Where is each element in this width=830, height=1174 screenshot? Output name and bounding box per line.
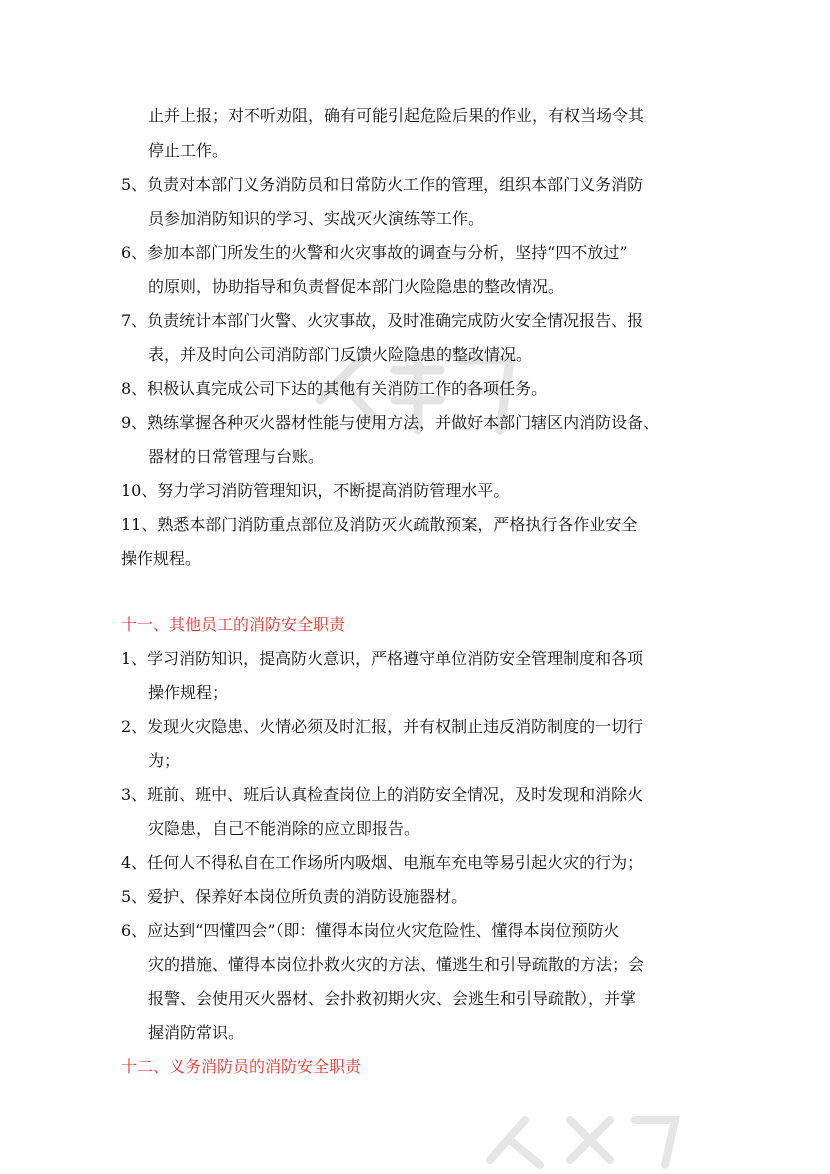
text-line: 为；	[148, 751, 181, 770]
text-line: 操作规程。	[121, 549, 202, 568]
text-line: 灾的措施、懂得本岗位扑救火灾的方法、懂逃生和引导疏散的方法；会	[148, 955, 645, 974]
text-line: 止并上报；对不听劝阻，确有可能引起危险后果的作业，有权当场令其	[148, 106, 645, 125]
text-line: 器材的日常管理与台账。	[148, 447, 325, 466]
list-item-4: 4、任何人不得私自在工作场所内吸烟、电瓶车充电等易引起火灾的行为；	[121, 853, 644, 872]
text-line: 灾隐患，自己不能消除的应立即报告。	[148, 819, 421, 838]
list-item-5: 5、负责对本部门义务消防员和日常防火工作的管理，组织本部门义务消防	[121, 175, 644, 194]
text-line: 握消防常识。	[148, 1023, 245, 1042]
list-item-9: 9、熟练掌握各种灭火器材性能与使用方法，并做好本部门辖区内消防设备、	[121, 413, 660, 432]
list-item-8: 8、积极认真完成公司下达的其他有关消防工作的各项任务。	[121, 379, 548, 398]
list-item-6: 6、参加本部门所发生的火警和火灾事故的调查与分析，坚持“四不放过”	[121, 243, 628, 262]
text-line: 停止工作。	[148, 141, 229, 160]
list-item-10: 10、努力学习消防管理知识，不断提高消防管理水平。	[121, 481, 510, 500]
list-item-11: 11、熟悉本部门消防重点部位及消防灭火疏散预案，严格执行各作业安全	[121, 515, 638, 534]
text-line: 表，并及时向公司消防部门反馈火险隐患的整改情况。	[148, 345, 533, 364]
list-item-3: 3、班前、班中、班后认真检查岗位上的消防安全情况，及时发现和消除火	[121, 785, 644, 804]
text-line: 操作规程；	[148, 683, 229, 702]
section-heading-11: 十一、其他员工的消防安全职责	[121, 615, 346, 634]
list-item-6b: 6、应达到“四懂四会”（即：懂得本岗位火灾危险性、懂得本岗位预防火	[121, 921, 620, 940]
text-line: 报警、会使用灭火器材、会扑救初期火灾、会逃生和引导疏散），并掌	[148, 989, 637, 1008]
list-item-2: 2、发现火灾隐患、火情必须及时汇报，并有权制止违反消防制度的一切行	[121, 717, 644, 736]
text-line: 员参加消防知识的学习、实战灭火演练等工作。	[148, 209, 485, 228]
list-item-7: 7、负责统计本部门火警、火灾事故，及时准确完成防火安全情况报告、报	[121, 311, 644, 330]
list-item-5b: 5、爱护、保养好本岗位所负责的消防设施器材。	[121, 887, 468, 906]
text-line: 的原则，协助指导和负责督促本部门火险隐患的整改情况。	[148, 277, 565, 296]
list-item-1: 1、学习消防知识，提高防火意识，严格遵守单位消防安全管理制度和各项	[121, 649, 644, 668]
section-heading-12: 十二、义务消防员的消防安全职责	[121, 1057, 362, 1076]
